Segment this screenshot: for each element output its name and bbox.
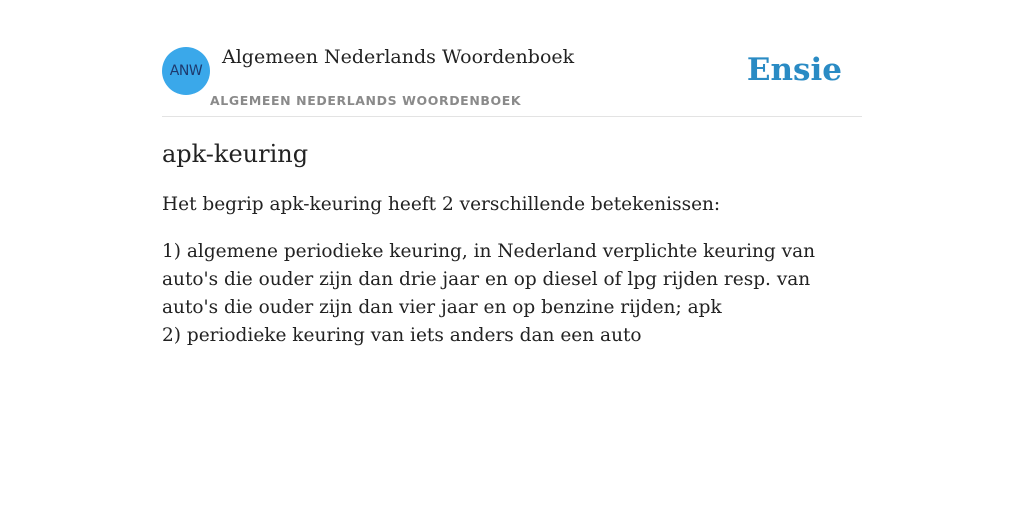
- source-header: [162, 46, 862, 117]
- entry-intro: Het begrip apk-keuring heeft 2 verschillende betekenissen:: [162, 194, 721, 215]
- definition-item: 1) algemene periodieke keuring, in Nederland verplichte keuring van auto's die ouder zijn dan drie jaar en op diesel of lpg rijden resp. van auto's die ouder zijn dan vier jaar en op benzine rijden; apk: [162, 241, 816, 318]
- avatar-text: ANW: [169, 63, 203, 79]
- source-subtitle: ALGEMEEN NEDERLANDS WOORDENBOEK: [210, 93, 522, 108]
- entry-title: apk-keuring: [162, 140, 309, 168]
- definition-item: 2) periodieke keuring van iets anders dan een auto: [162, 325, 642, 346]
- source-title[interactable]: Algemeen Nederlands Woordenboek: [222, 46, 575, 68]
- entry-content: [162, 138, 862, 350]
- definition-list: [162, 238, 862, 350]
- brand-logo[interactable]: Ensie: [746, 52, 842, 88]
- source-avatar[interactable]: [162, 47, 210, 95]
